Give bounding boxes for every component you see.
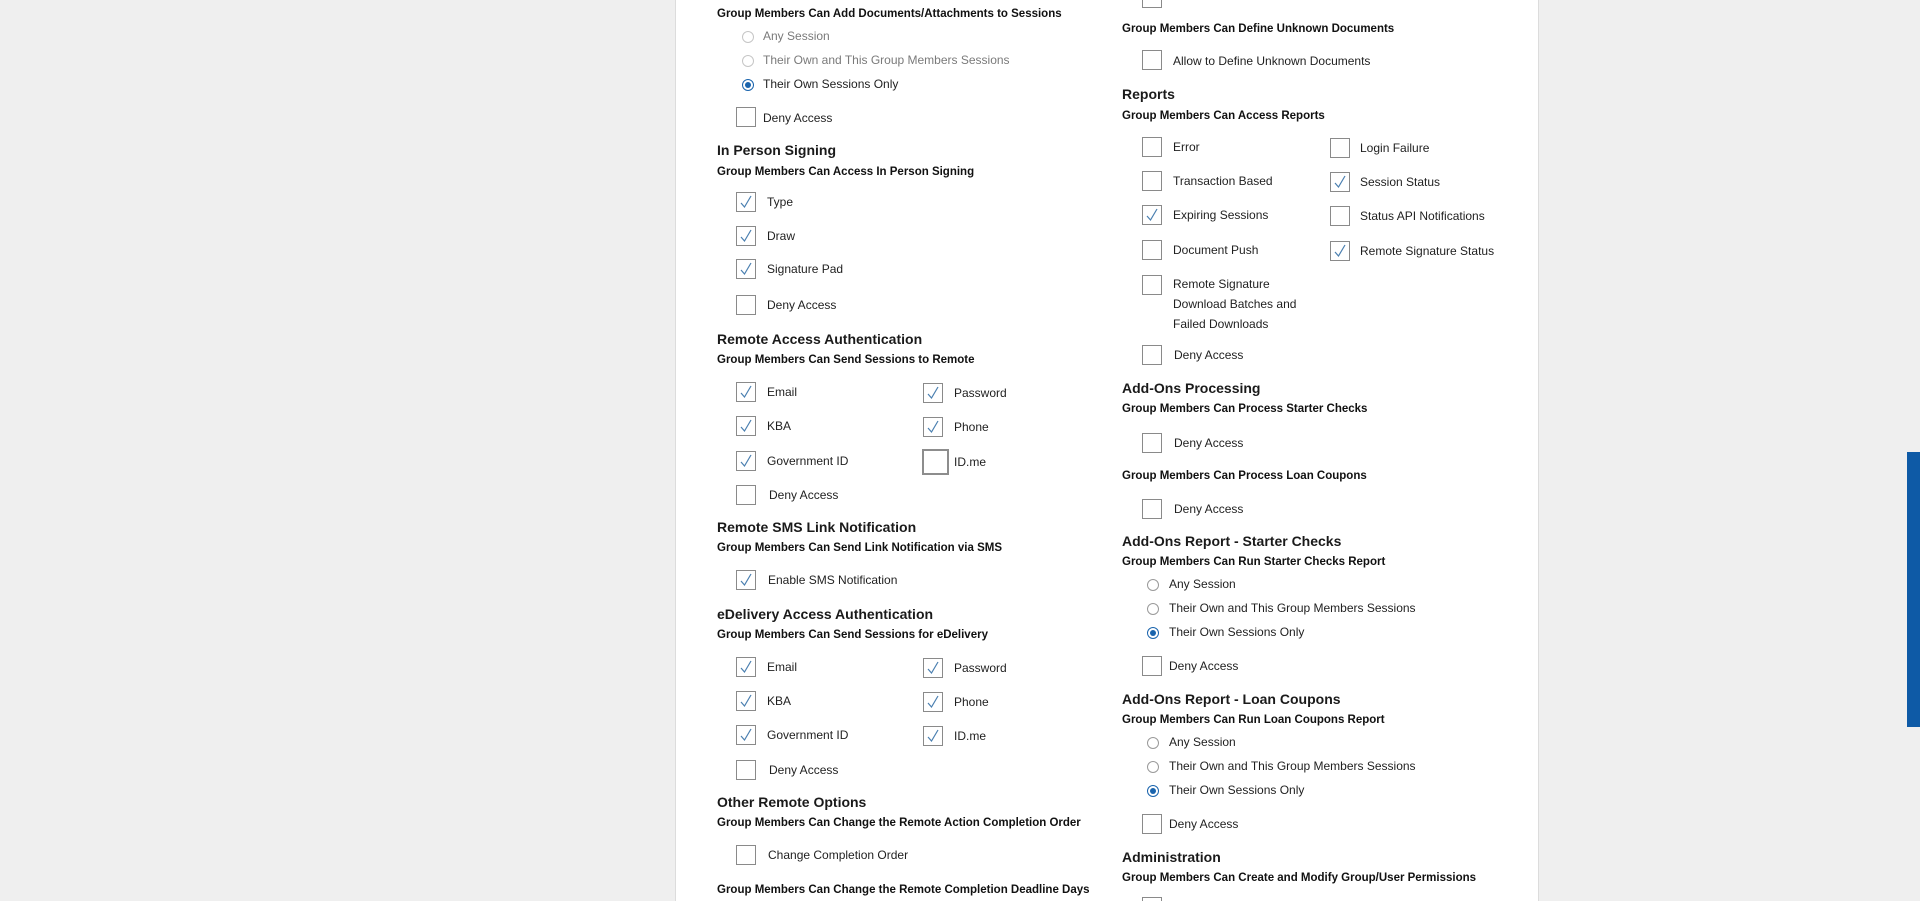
- checkmark-icon: [739, 573, 753, 587]
- checkmark-icon: [1333, 175, 1347, 189]
- loan-report-deny-label: Deny Access: [1169, 817, 1239, 831]
- in-person-sigpad-label: Signature Pad: [767, 262, 844, 276]
- in-person-draw-checkbox[interactable]: [736, 226, 756, 246]
- edelivery-deny-checkbox[interactable]: [736, 760, 756, 780]
- report-error-label: Error: [1173, 140, 1200, 154]
- remote-kba-checkbox[interactable]: [736, 416, 756, 436]
- loan-radio-group[interactable]: [1147, 761, 1159, 773]
- in-person-type-checkbox[interactable]: [736, 192, 756, 212]
- remote-phone-checkbox[interactable]: [923, 417, 943, 437]
- report-session-status-label: Session Status: [1360, 175, 1441, 189]
- report-remote-sig-status-checkbox[interactable]: [1330, 241, 1350, 261]
- reports-deny-label: Deny Access: [1174, 348, 1244, 362]
- loan-radio-group-label: Their Own and This Group Members Sessions: [1169, 759, 1416, 773]
- process-starter-deny-checkbox[interactable]: [1142, 433, 1162, 453]
- edelivery-password-label: Password: [954, 661, 1007, 675]
- sms-enable-checkbox[interactable]: [736, 570, 756, 590]
- process-starter-deny-label: Deny Access: [1174, 436, 1244, 450]
- sms-subtitle: Group Members Can Send Link Notification via SMS: [717, 542, 1002, 554]
- checkmark-icon: [1145, 208, 1159, 222]
- allow-unknown-docs-label: Allow to Define Unknown Documents: [1173, 54, 1371, 68]
- report-expiring-checkbox[interactable]: [1142, 205, 1162, 225]
- edelivery-idme-label: ID.me: [954, 729, 987, 743]
- doc-attach-subtitle: Group Members Can Add Documents/Attachments to Sessions: [717, 8, 1062, 20]
- report-remote-sig-status-label: Remote Signature Status: [1360, 244, 1495, 258]
- checkmark-icon: [739, 195, 753, 209]
- edelivery-email-checkbox[interactable]: [736, 657, 756, 677]
- addons-loan-subtitle: Group Members Can Process Loan Coupons: [1122, 470, 1367, 482]
- report-login-failure-checkbox[interactable]: [1330, 138, 1350, 158]
- remote-password-label: Password: [954, 386, 1007, 400]
- edelivery-password-checkbox[interactable]: [923, 658, 943, 678]
- edelivery-phone-label: Phone: [954, 695, 989, 709]
- starter-radio-group[interactable]: [1147, 603, 1159, 615]
- in-person-title: In Person Signing: [717, 142, 837, 158]
- remote-govid-label: Government ID: [767, 454, 849, 468]
- remote-auth-title: Remote Access Authentication: [717, 331, 923, 347]
- report-transaction-label: Transaction Based: [1173, 174, 1273, 188]
- checkmark-icon: [926, 420, 940, 434]
- starter-report-subtitle: Group Members Can Run Starter Checks Report: [1122, 556, 1386, 568]
- other-remote-title: Other Remote Options: [717, 794, 867, 810]
- report-error-checkbox[interactable]: [1142, 137, 1162, 157]
- process-loan-deny-label: Deny Access: [1174, 502, 1244, 516]
- report-status-api-checkbox[interactable]: [1330, 206, 1350, 226]
- edelivery-subtitle: Group Members Can Send Sessions for eDelivery: [717, 629, 988, 641]
- in-person-subtitle: Group Members Can Access In Person Signing: [717, 166, 975, 178]
- completion-deadline-subtitle: Group Members Can Change the Remote Completion Deadline Days: [717, 884, 1090, 896]
- report-session-status-checkbox[interactable]: [1330, 172, 1350, 192]
- starter-report-title: Add-Ons Report - Starter Checks: [1122, 533, 1342, 549]
- change-completion-order-checkbox[interactable]: [736, 845, 756, 865]
- edelivery-email-label: Email: [767, 660, 798, 674]
- edelivery-phone-checkbox[interactable]: [923, 692, 943, 712]
- starter-report-deny-checkbox[interactable]: [1142, 656, 1162, 676]
- remote-deny-label: Deny Access: [769, 488, 839, 502]
- edelivery-title: eDelivery Access Authentication: [717, 606, 934, 622]
- checkmark-icon: [926, 386, 940, 400]
- remote-idme-checkbox[interactable]: [922, 449, 949, 475]
- starter-radio-own-label: Their Own Sessions Only: [1169, 625, 1305, 639]
- checkmark-icon: [739, 419, 753, 433]
- in-person-deny-label: Deny Access: [767, 298, 837, 312]
- checkmark-icon: [739, 454, 753, 468]
- permissions-panel: [675, 0, 1539, 901]
- edelivery-deny-label: Deny Access: [769, 763, 839, 777]
- edelivery-idme-checkbox[interactable]: [923, 726, 943, 746]
- loan-radio-any-label: Any Session: [1169, 735, 1236, 749]
- process-loan-deny-checkbox[interactable]: [1142, 499, 1162, 519]
- starter-radio-group-label: Their Own and This Group Members Sessions: [1169, 601, 1416, 615]
- in-person-draw-label: Draw: [767, 229, 796, 243]
- loan-radio-own[interactable]: [1147, 785, 1159, 797]
- reports-deny-checkbox[interactable]: [1142, 345, 1162, 365]
- edelivery-kba-label: KBA: [767, 694, 792, 708]
- checkmark-icon: [926, 729, 940, 743]
- administration-subtitle: Group Members Can Create and Modify Group/User Permissions: [1122, 872, 1477, 884]
- starter-radio-own[interactable]: [1147, 627, 1159, 639]
- starter-radio-any-label: Any Session: [1169, 577, 1236, 591]
- doc-attach-deny-label: Deny Access: [763, 111, 833, 125]
- checkmark-icon: [926, 695, 940, 709]
- doc-attach-deny-checkbox[interactable]: [736, 107, 756, 127]
- checkmark-icon: [739, 694, 753, 708]
- remote-govid-checkbox[interactable]: [736, 451, 756, 471]
- remote-email-checkbox[interactable]: [736, 382, 756, 402]
- cut-off-checkbox[interactable]: [1142, 0, 1162, 8]
- doc-attach-radio-own[interactable]: [742, 79, 754, 91]
- edelivery-govid-label: Government ID: [767, 728, 849, 742]
- remote-email-label: Email: [767, 385, 798, 399]
- report-download-batches-checkbox[interactable]: [1142, 275, 1162, 295]
- unknown-docs-subtitle: Group Members Can Define Unknown Documents: [1122, 23, 1395, 35]
- remote-auth-subtitle: Group Members Can Send Sessions to Remote: [717, 354, 975, 366]
- sms-title: Remote SMS Link Notification: [717, 519, 917, 535]
- report-transaction-checkbox[interactable]: [1142, 171, 1162, 191]
- reports-title: Reports: [1122, 86, 1175, 102]
- change-completion-order-label: Change Completion Order: [768, 848, 909, 862]
- report-login-failure-label: Login Failure: [1360, 141, 1430, 155]
- doc-attach-radio-any[interactable]: [742, 31, 754, 43]
- edelivery-govid-checkbox[interactable]: [736, 725, 756, 745]
- checkmark-icon: [739, 262, 753, 276]
- checkmark-icon: [739, 728, 753, 742]
- allow-unknown-docs-checkbox[interactable]: [1142, 50, 1162, 70]
- remote-deny-checkbox[interactable]: [736, 485, 756, 505]
- remote-phone-label: Phone: [954, 420, 989, 434]
- reports-subtitle: Group Members Can Access Reports: [1122, 110, 1325, 122]
- checkmark-icon: [1333, 244, 1347, 258]
- loan-report-deny-checkbox[interactable]: [1142, 814, 1162, 834]
- loan-report-subtitle: Group Members Can Run Loan Coupons Report: [1122, 714, 1385, 726]
- administration-title: Administration: [1122, 849, 1221, 865]
- report-download-batches-label: Remote Signature Download Batches and Failed Downloads: [1173, 277, 1297, 331]
- starter-radio-any[interactable]: [1147, 579, 1159, 591]
- doc-attach-radio-group[interactable]: [742, 55, 754, 67]
- in-person-deny-checkbox[interactable]: [736, 295, 756, 315]
- report-document-push-checkbox[interactable]: [1142, 240, 1162, 260]
- sms-enable-label: Enable SMS Notification: [768, 573, 898, 587]
- report-expiring-label: Expiring Sessions: [1173, 208, 1269, 222]
- doc-attach-radio-group-label: Their Own and This Group Members Sessions: [763, 53, 1010, 67]
- admin-permissions-checkbox[interactable]: [1142, 897, 1162, 901]
- in-person-sigpad-checkbox[interactable]: [736, 259, 756, 279]
- doc-attach-radio-any-label: Any Session: [763, 29, 830, 43]
- loan-radio-own-label: Their Own Sessions Only: [1169, 783, 1305, 797]
- loan-radio-any[interactable]: [1147, 737, 1159, 749]
- loan-report-title: Add-Ons Report - Loan Coupons: [1122, 691, 1341, 707]
- addons-processing-title: Add-Ons Processing: [1122, 380, 1261, 396]
- report-document-push-label: Document Push: [1173, 243, 1259, 257]
- report-status-api-label: Status API Notifications: [1360, 209, 1485, 223]
- addons-starter-subtitle: Group Members Can Process Starter Checks: [1122, 403, 1368, 415]
- checkmark-icon: [739, 660, 753, 674]
- remote-password-checkbox[interactable]: [923, 383, 943, 403]
- other-remote-subtitle: Group Members Can Change the Remote Action Completion Order: [717, 817, 1081, 829]
- page-scrollbar-thumb[interactable]: [1907, 452, 1920, 727]
- in-person-type-label: Type: [767, 195, 794, 209]
- starter-report-deny-label: Deny Access: [1169, 659, 1239, 673]
- doc-attach-radio-own-label: Their Own Sessions Only: [763, 77, 899, 91]
- edelivery-kba-checkbox[interactable]: [736, 691, 756, 711]
- remote-kba-label: KBA: [767, 419, 792, 433]
- remote-idme-label: ID.me: [954, 455, 987, 469]
- checkmark-icon: [926, 661, 940, 675]
- checkmark-icon: [739, 229, 753, 243]
- checkmark-icon: [739, 385, 753, 399]
